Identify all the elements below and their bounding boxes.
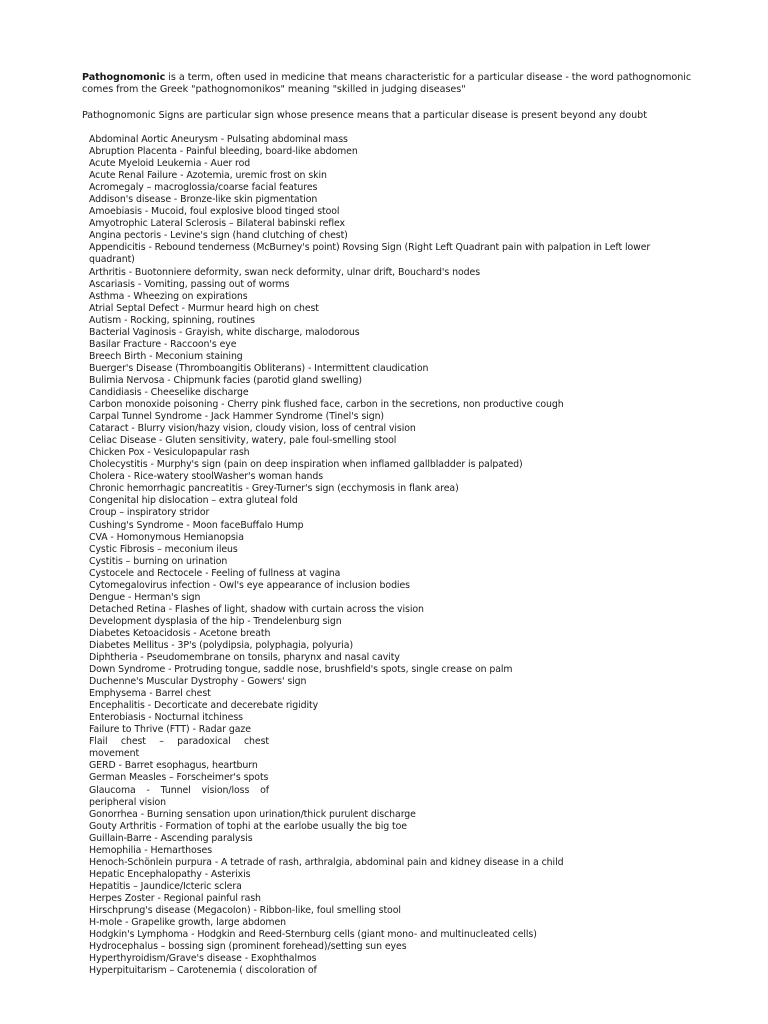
list-item: Basilar Fracture - Raccoon's eye [89, 338, 237, 350]
list-item: Buerger's Disease (Thromboangitis Obliterans) - Intermittent claudication [89, 362, 429, 374]
list-item: Diphtheria - Pseudomembrane on tonsils, pharynx and nasal cavity [89, 652, 400, 664]
list-item: Development dysplasia of the hip - Trendelenburg sign [89, 615, 342, 627]
signs-list [89, 134, 674, 977]
list-item: Bacterial Vaginosis - Grayish, white discharge, malodorous [89, 326, 360, 338]
intro-term: Pathognomonic [82, 72, 166, 83]
list-item: Acute Myeloid Leukemia - Auer rod [89, 158, 251, 170]
list-item: Down Syndrome - Protruding tongue, saddle nose, brushfield's spots, single crease on palm [89, 664, 513, 676]
list-item: Acromegaly – macroglossia/coarse facial features [89, 182, 318, 194]
list-item: Hyperpituitarism – Carotenemia ( discoloration of [89, 965, 317, 977]
list-item: Flail chest – paradoxical chest movement [89, 736, 269, 760]
list-item: Herpes Zoster - Regional painful rash [89, 892, 261, 904]
list-item: Asthma - Wheezing on expirations [89, 290, 248, 302]
list-item: Hepatic Encephalopathy - Asterixis [89, 868, 251, 880]
list-item: Bulimia Nervosa - Chipmunk facies (parotid gland swelling) [89, 374, 363, 386]
list-item: Atrial Septal Defect - Murmur heard high on chest [89, 302, 319, 314]
list-item: Glaucoma - Tunnel vision/loss of peripheral vision [89, 784, 269, 808]
list-item: Cushing's Syndrome - Moon faceBuffalo Hump [89, 519, 304, 531]
list-item: Chicken Pox - Vesiculopapular rash [89, 447, 250, 459]
list-item: Cystocele and Rectocele - Feeling of fullness at vagina [89, 567, 341, 579]
intro-paragraph [82, 72, 702, 97]
list-item: Diabetes Ketoacidosis - Acetone breath [89, 627, 271, 639]
list-item: Henoch-Schönlein purpura - A tetrade of rash, arthralgia, abdominal pain and kidney disease in a child [89, 856, 564, 868]
list-item: Addison's disease - Bronze-like skin pigmentation [89, 194, 318, 206]
list-item: Autism - Rocking, spinning, routines [89, 314, 255, 326]
list-item: H-mole - Grapelike growth, large abdomen [89, 917, 286, 929]
list-item: Croup – inspiratory stridor [89, 507, 210, 519]
list-item: German Measles – Forscheimer's spots [89, 772, 269, 784]
list-item: Diabetes Mellitus - 3P's (polydipsia, polyphagia, polyuria) [89, 639, 354, 651]
list-item: Cystitis – burning on urination [89, 555, 228, 567]
list-item: Abdominal Aortic Aneurysm - Pulsating abdominal mass [89, 134, 348, 145]
list-item: Cholecystitis - Murphy's sign (pain on deep inspiration when inflamed gallbladder is palpated) [89, 459, 523, 471]
list-item: Celiac Disease - Gluten sensitivity, watery, pale foul-smelling stool [89, 435, 397, 447]
list-item: Hodgkin's Lymphoma - Hodgkin and Reed-Sternburg cells (giant mono- and multinucleated cells) [89, 929, 537, 941]
list-item: GERD - Barret esophagus, heartburn [89, 760, 258, 772]
list-item: Arthritis - Buotonniere deformity, swan neck deformity, ulnar drift, Bouchard's nodes [89, 266, 481, 278]
list-item: Hemophilia - Hemarthoses [89, 844, 212, 856]
list-item: Angina pectoris - Levine's sign (hand clutching of chest) [89, 230, 348, 242]
list-item: Hydrocephalus – bossing sign (prominent forehead)/setting sun eyes [89, 941, 407, 953]
list-item: Failure to Thrive (FTT) - Radar gaze [89, 724, 251, 736]
list-item: Carpal Tunnel Syndrome - Jack Hammer Syndrome (Tinel's sign) [89, 411, 385, 423]
list-item: Guillain-Barre - Ascending paralysis [89, 832, 253, 844]
list-item: Candidiasis - Cheeselike discharge [89, 386, 249, 398]
list-item: Carbon monoxide poisoning - Cherry pink flushed face, carbon in the secretions, non productive cough [89, 399, 564, 411]
list-item: Duchenne's Muscular Dystrophy - Gowers' sign [89, 676, 307, 688]
list-item: Congenital hip dislocation – extra gluteal fold [89, 495, 298, 507]
list-item: Amyotrophic Lateral Sclerosis – Bilateral babinski reflex [89, 218, 346, 230]
list-item: Breech Birth - Meconium staining [89, 350, 243, 362]
list-item: Cataract - Blurry vision/hazy vision, cloudy vision, loss of central vision [89, 423, 416, 435]
list-item: Hyperthyroidism/Grave's disease - Exophthalmos [89, 953, 317, 965]
list-item: Cytomegalovirus infection - Owl's eye appearance of inclusion bodies [89, 579, 410, 591]
list-item: Gonorrhea - Burning sensation upon urination/thick purulent discharge [89, 808, 416, 820]
list-item: CVA - Homonymous Hemianopsia [89, 531, 244, 543]
list-item: Abruption Placenta - Painful bleeding, board-like abdomen [89, 146, 358, 158]
subtitle-paragraph: Pathognomonic Signs are particular sign whose presence means that a particular disease is present beyond any doubt [82, 110, 647, 121]
list-item: Ascariasis - Vomiting, passing out of worms [89, 278, 290, 290]
list-item: Gouty Arthritis - Formation of tophi at the earlobe usually the big toe [89, 820, 407, 832]
list-item: Hepatitis – Jaundice/Icteric sclera [89, 880, 242, 892]
list-item: Encephalitis - Decorticate and decerebate rigidity [89, 700, 319, 712]
list-item: Dengue - Herman's sign [89, 591, 201, 603]
list-item: Detached Retina - Flashes of light, shadow with curtain across the vision [89, 603, 424, 615]
list-item: Enterobiasis - Nocturnal itchiness [89, 712, 243, 724]
list-item: Acute Renal Failure - Azotemia, uremic frost on skin [89, 170, 327, 182]
list-item: Cystic Fibrosis – meconium ileus [89, 543, 238, 555]
list-item: Emphysema - Barrel chest [89, 688, 211, 700]
intro-definition: is a term, often used in medicine that means characteristic for a particular disease - the word pathognomonic comes from the Greek "pathognomonikos" meaning "skilled in judging diseases" [82, 72, 692, 96]
list-item: Appendicitis - Rebound tenderness (McBurney's point) Rovsing Sign (Right Left Quadrant pain with palpation in Left lower quadrant) [89, 242, 651, 266]
list-item: Cholera - Rice-watery stoolWasher's woman hands [89, 471, 324, 483]
list-item: Hirschprung's disease (Megacolon) - Ribbon-like, foul smelling stool [89, 905, 401, 916]
list-item: Chronic hemorrhagic pancreatitis - Grey-Turner's sign (ecchymosis in flank area) [89, 483, 459, 495]
list-item: Amoebiasis - Mucoid, foul explosive blood tinged stool [89, 206, 340, 218]
